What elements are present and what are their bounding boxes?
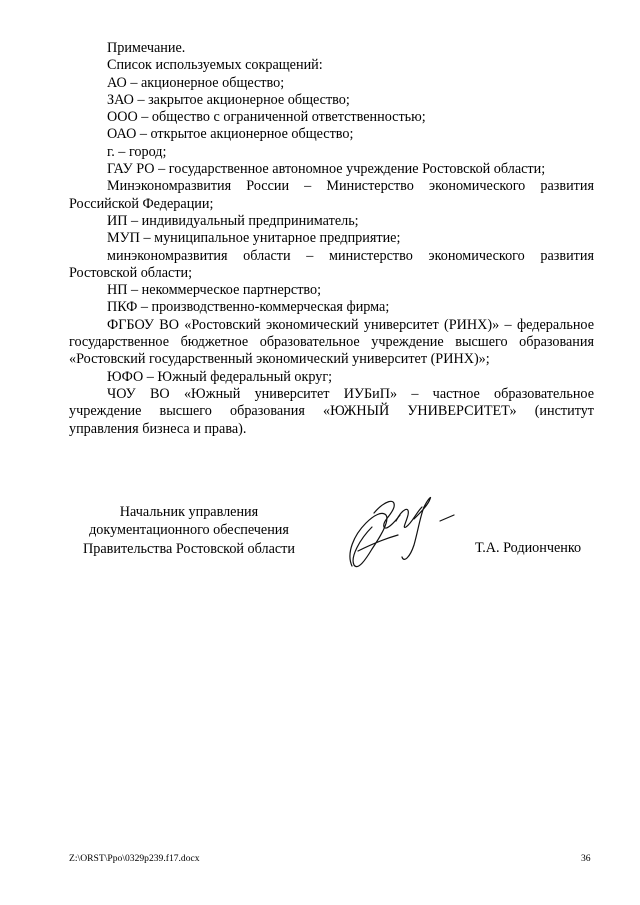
abbreviation-item: Минэкономразвития России – Министерство экономического развития Российской Федерации; (69, 178, 594, 212)
abbreviation-item: НП – некоммерческое партнерство; (107, 282, 322, 299)
abbreviation-item: ЮФО – Южный федеральный округ; (107, 368, 333, 385)
abbreviation-item: минэкономразвития области – министерство экономического развития Ростовской области; (69, 247, 594, 281)
abbreviation-item: ГАУ РО – государственное автономное учреждение Ростовской области; (107, 161, 546, 178)
abbreviation-item: МУП – муниципальное унитарное предприятие; (107, 230, 401, 247)
signatory-position (69, 503, 309, 558)
handwritten-signature (344, 491, 456, 575)
signatory-title-line: документационного обеспечения (89, 522, 289, 539)
abbreviation-item: ИП – индивидуальный предприниматель; (107, 212, 359, 229)
abbreviation-item: ПКФ – производственно-коммерческая фирма; (107, 299, 390, 316)
signatory-title-line: Начальник управления (119, 504, 259, 520)
signatory-name: Т.А. Родионченко (475, 540, 582, 556)
abbreviation-item: ЧОУ ВО «Южный университет ИУБиП» – частное образовательное учреждение высшего образования «ЮЖНЫЙ УНИВЕРСИТЕТ» (институт управления бизнеса и права). (69, 385, 594, 437)
abbreviation-item: ОАО – открытое акционерное общество; (107, 126, 354, 143)
abbreviation-item: г. – город; (107, 143, 167, 160)
abbreviations-note (69, 40, 594, 438)
abbreviation-item: АО – акционерное общество; (107, 74, 285, 91)
abbreviations-list-title: Список используемых сокращений: (107, 57, 323, 74)
footer-page-number: 36 (581, 853, 591, 864)
signatory-title-line: Правительства Ростовской области (83, 540, 295, 557)
note-heading: Примечание. (107, 40, 186, 56)
footer-file-path: Z:\ORST\Ppo\0329p239.f17.docx (69, 853, 200, 864)
abbreviation-item: ООО – общество с ограниченной ответственностью; (107, 109, 426, 126)
abbreviation-item: ЗАО – закрытое акционерное общество; (107, 91, 350, 108)
abbreviation-item: ФГБОУ ВО «Ростовский экономический университет (РИНХ)» – федеральное государственное бюджетное образовательное учреждение высшего образования «Ростовский государственный экономический университет (РИНХ)»; (69, 316, 594, 368)
